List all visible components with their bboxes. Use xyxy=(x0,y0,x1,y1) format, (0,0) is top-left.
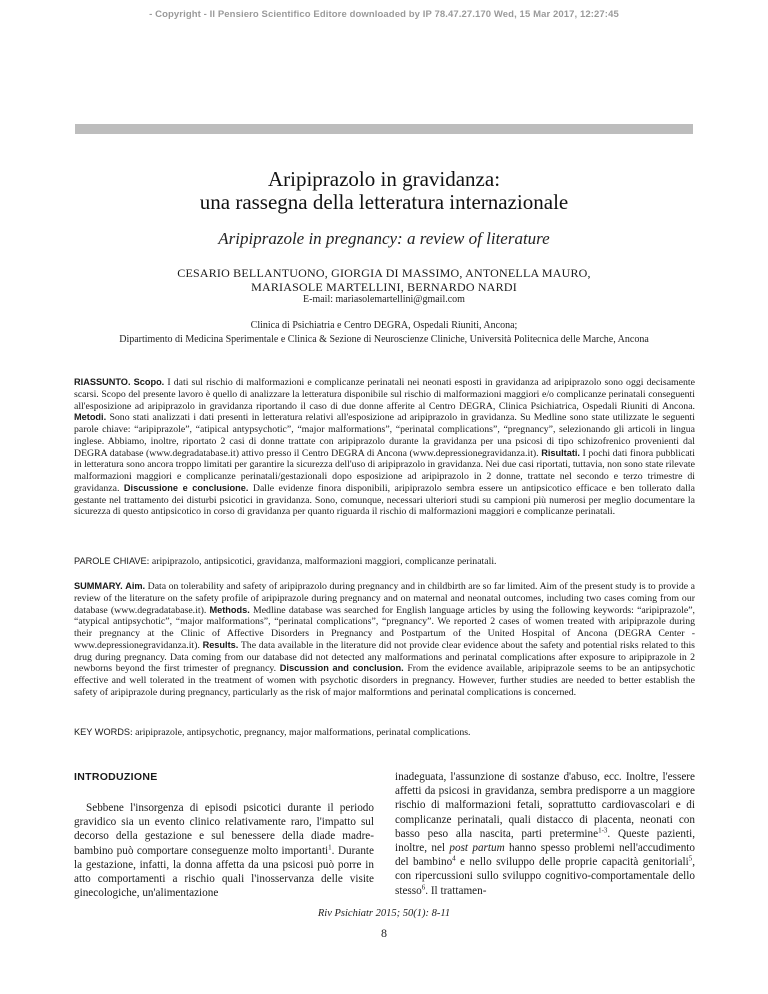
right-text-6: . Il trattamen- xyxy=(425,884,487,897)
copyright-notice: - Copyright - Il Pensiero Scientifico Editore downloaded by IP 78.47.27.170 Wed, 15 Mar 2017, 12:27:45 xyxy=(149,9,619,20)
authors xyxy=(0,266,768,294)
methods-label: Methods. xyxy=(209,604,250,615)
scopo-text: I dati sul rischio di malformazioni e complicanze perinatali nei neonati esposti in gravidanza ad aripiprazolo sono oggi decisamente scarsi. Scopo del presente lavoro è quello di analizzare la letteratura disponibile sul rischio di malformazioni maggiori e/o complicanze perinatali conseguenti all'esposizione ad aripiprazolo in gravidanza riportando il caso di due donne afferite al Centro DEGRA, Clinica Psichiatrica, Ospedali Riuniti di Ancona. xyxy=(74,377,695,412)
right-text-1: inadeguata, l'assunzione di sostanze d'abuso, ecc. Inoltre, l'essere affetti da psicosi in gravidanza, sembra predisporre a un maggiore rischio di malformazioni fetali, soprattutto cardiovascolari e di complicanze perinatali, quali distacco di placenta, neonati con basso peso alla nascita, parti pretermine xyxy=(395,771,695,840)
abstract-english xyxy=(74,581,695,699)
authors-line-2: MARIASOLE MARTELLINI, BERNARDO NARDI xyxy=(251,280,517,294)
right-text-4: e nello sviluppo delle proprie capacità genitoriali xyxy=(455,856,689,869)
left-text-2: . Durante la gestazione, infatti, la donna affetta da una psicosi può porre in atto comportamenti a rischio quali l'inosservanza delle visite ginecologiche, un'alimentazione xyxy=(74,844,374,900)
parole-chiave-label: PAROLE CHIAVE xyxy=(74,556,147,566)
discussione-text: Dalle evidenze finora disponibili, aripiprazolo sembra essere un antipsicotico efficace e ben tollerato dalla gestante nel trattamento dei disturbi psicotici in gravidanza. Sono, comunque, necessari ulteriori studi su campioni più numerosi per meglio documentare la sicurezza di questo antipsicotico in corso di gravidanza per quanto riguarda il rischio di malformazioni maggiori e complicanze perinatali. xyxy=(74,482,696,518)
summary-label: SUMMARY. xyxy=(74,581,123,591)
key-words-label: KEY WORDS xyxy=(74,727,130,737)
affiliation-line-2: Dipartimento di Medicina Sperimentale e Clinica & Sezione di Neuroscienze Cliniche, Università Politecnica delle Marche, Ancona xyxy=(119,334,649,345)
section-heading-introduzione: INTRODUZIONE xyxy=(74,771,158,783)
header-rule xyxy=(75,124,693,134)
results-text: The data available in the literature did not provide clear evidence about the safety and potential risks related to this drug during pregnancy. Data coming from our database did not detected any malformations and perinatal complications after exposure to aripiprazole in 2 newborns beyond the first trimester of pregnancy. xyxy=(74,639,695,675)
affiliations xyxy=(0,319,768,347)
article-subtitle: Aripiprazole in pregnancy: a review of literature xyxy=(218,229,550,248)
risultati-label: Risultati. xyxy=(541,447,580,458)
citation-1-3: 1-3 xyxy=(598,826,608,835)
citation-5: 5 xyxy=(688,854,693,863)
discussion-text: From the evidence available, aripiprazole seems to be an antipsychotic effective and well tolerated in the treatment of women with psychotic disorders in pregnancy. However, further studies are needed to better establish the safety of aripiprazole during pregnancy, particularly as the risk of major malformtions and perinatal complications is concerned. xyxy=(74,663,695,698)
discussione-label: Discussione e conclusione. xyxy=(123,482,249,493)
methods-text: Medline database was searched for English language articles by using the following keywords: “aripiprazole”, “atypical antipsychotic”, “major malformations”, “perinatal complications”, “pregnancy”. We reported 2 cases of women treated with aripiprazole during their pregnancy at the Clinic of Affective Disorders in Pregnancy and Postpartum of the United Hospital of Ancona (DEGRA Center - www.depressionegravidanza.it). xyxy=(74,604,696,651)
journal-citation: Riv Psichiatr 2015; 50(1): 8-11 xyxy=(317,908,451,919)
results-label: Results. xyxy=(202,639,239,650)
scopo-label: Scopo. xyxy=(133,377,165,387)
parole-chiave-text: : aripiprazolo, antipsicotici, gravidanza, malformazioni maggiori, complicanze perinatali. xyxy=(146,556,497,567)
affiliation-line-1: Clinica di Psichiatria e Centro DEGRA, Ospedali Riuniti, Ancona; xyxy=(250,320,518,331)
right-italic: post partum xyxy=(449,842,505,855)
citation-4: 4 xyxy=(452,854,456,863)
risultati-text: I pochi dati finora pubblicati in letteratura sono ancora troppo limitati per garantire la sicurezza dell'uso di aripiprazolo in gravidanza. Nei due casi riportati, tuttavia, non sono state rilevate malformazioni maggiori e complicanze perinatali/gestazionali dopo esposizione ad aripiprazolo in 2 donne, trattate nel secondo e terzo trimestre di gravidanza. xyxy=(74,447,695,494)
discussion-label: Discussion and conclusion. xyxy=(279,663,404,674)
right-text-3: hanno spesso problemi nell'accudimento del bambino xyxy=(395,842,695,869)
citation-1: 1 xyxy=(328,842,332,851)
aim-label: Aim. xyxy=(125,581,146,591)
article-title xyxy=(0,168,768,214)
metodi-label: Metodi. xyxy=(74,412,107,423)
citation-6: 6 xyxy=(421,882,426,891)
keywords-english xyxy=(74,727,695,739)
author-email: E-mail: mariasolemartellini@gmail.com xyxy=(303,294,465,305)
aim-text: Data on tolerability and safety of aripiprazolo during pregnancy and in childbirth are so far limited. Aim of the present study is to provide a review of the literature on the safety profile of aripiprazole during pregnancy and on maternal and neonatal outcomes, including two cases coming from our database (www.degradatabase.it). xyxy=(74,581,695,616)
body-column-right xyxy=(395,770,695,898)
right-text-5: , con ripercussioni sullo sviluppo cognitivo-comportamentale dello stesso xyxy=(395,856,695,897)
page-number: 8 xyxy=(381,926,387,940)
authors-line-1: CESARIO BELLANTUONO, GIORGIA DI MASSIMO, ANTONELLA MAURO, xyxy=(177,266,591,280)
metodi-text: Sono stati analizzati i dati presenti in letteratura relativi all'esposizione ad aripiprazolo in gravidanza. Su Medline sono state utilizzate le seguenti parole chiave: “aripiprazole”, “atipical antypsychotic”, “major malformations”, “perinatal complications”, “pregnancy”, selezionando gli articoli in lingua inglese. Abbiamo, inoltre, riportato 2 casi di donne trattate con aripiprazolo durante la gravidanza per una psicosi di tipo schizofrenico provenienti dal DEGRA database (www.degradatabase.it) attivo presso il Centro DEGRA di Ancona (www.depressionegravidanza.it). xyxy=(74,412,695,459)
keywords-italian xyxy=(74,556,695,568)
riassunto-label: RIASSUNTO. xyxy=(74,377,131,387)
title-line-2: una rassegna della letteratura internazionale xyxy=(199,190,569,214)
left-text-1: Sebbene l'insorgenza di episodi psicotici durante il periodo gravidico sia un evento clinico relativamente raro, l'impatto sul decorso della gestazione e sul benessere della diade madre-bambino può comportare conseguenze molto importanti xyxy=(74,802,374,857)
key-words-text: : aripiprazole, antipsychotic, pregnancy, major malformations, perinatal complications. xyxy=(130,727,471,738)
right-text-2: . Queste pazienti, inoltre, nel xyxy=(395,827,695,855)
abstract-italian xyxy=(74,377,695,518)
body-column-left xyxy=(74,801,374,900)
title-line-1: Aripiprazolo in gravidanza: xyxy=(267,167,501,191)
